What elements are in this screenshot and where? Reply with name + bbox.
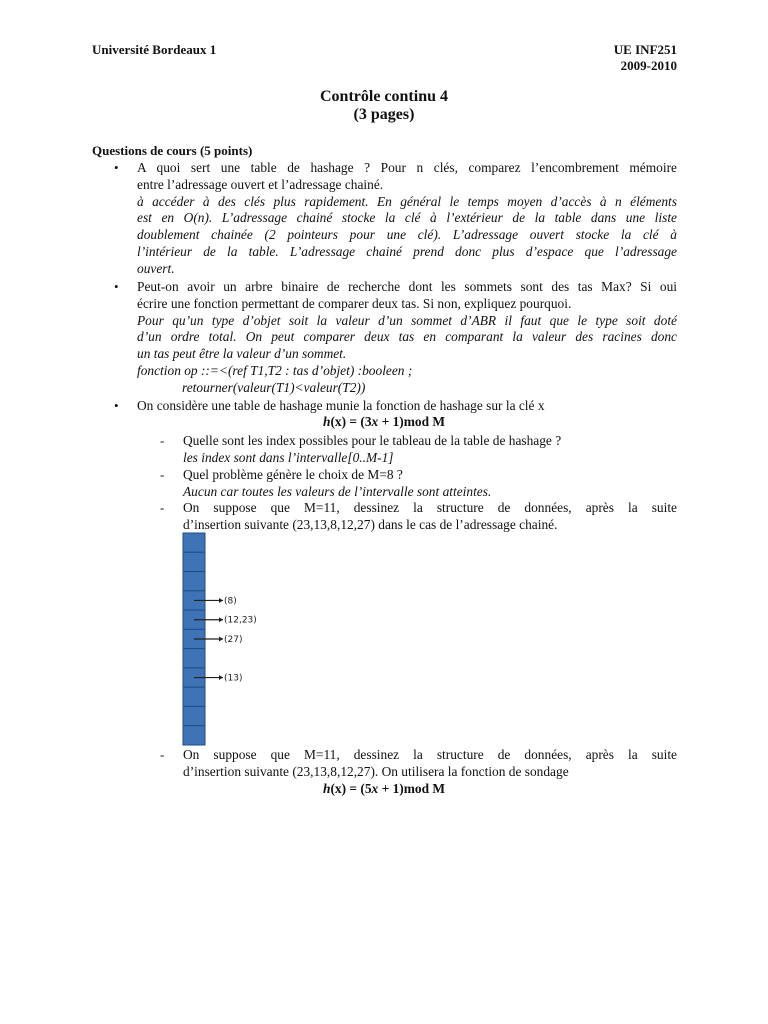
exam-subtitle: (3 pages) xyxy=(353,106,415,123)
hash-slot-2 xyxy=(183,572,205,591)
q2-question-line: Peut-on avoir un arbre binaire de recherche dont les sommets sont des tas Max? Si oui xyxy=(137,279,677,294)
formula2-h: h xyxy=(322,781,331,796)
q1-question-line: entre l’adressage ouvert et l’adressage chainé. xyxy=(137,176,384,192)
chain-arrowhead xyxy=(219,675,223,680)
chain-label: (13) xyxy=(224,673,243,684)
formula1-h: h xyxy=(322,414,331,429)
section-title: Questions de cours (5 points) xyxy=(92,143,253,158)
sub2-answer: Aucun car toutes les valeurs de l’intervalle sont atteintes. xyxy=(183,483,492,499)
chain-arrowhead xyxy=(219,598,223,603)
academic-year: 2009-2010 xyxy=(620,58,677,73)
university-name: Université Bordeaux 1 xyxy=(92,42,217,57)
sub-question-4 xyxy=(183,747,677,781)
q1-answer-line: l’intérieur de la table. L’adressage chainé prend donc plus d’espace que l’adressage xyxy=(137,243,677,259)
q1-answer-line: ouvert. xyxy=(137,260,175,276)
formula2-arg: (x) xyxy=(330,781,347,796)
sub1-answer: les index sont dans l’intervalle[0..M-1] xyxy=(183,449,394,465)
formula2-rest: + 1)mod M xyxy=(378,781,446,796)
chain-label: (27) xyxy=(224,635,243,645)
hash-formula-2 xyxy=(0,781,768,797)
dash-sub3: - xyxy=(160,500,165,515)
q1-answer-line: doublement chainée (2 pointeurs pour une clé). L’adressage ouvert stocke la clé à xyxy=(137,227,677,243)
chain-arrowhead xyxy=(219,637,223,642)
question-3-intro: On considère une table de hashage munie la fonction de hashage sur la clé x xyxy=(137,398,545,413)
hash-slot-1 xyxy=(183,552,205,571)
q2-answer-line: retourner(valeur(T1)<valeur(T2)) xyxy=(182,379,366,395)
sub1-question: Quelle sont les index possibles pour le tableau de la table de hashage ? xyxy=(183,433,562,448)
q1-answer-line: est en O(n). L’adressage chainé stocke la clé à l’extérieur de la table dans une liste xyxy=(137,210,677,226)
formula1-rest: + 1)mod M xyxy=(378,414,446,429)
formula1-arg: (x) xyxy=(330,414,347,429)
sub4-line: On suppose que M=11, dessinez la structure de données, après la suite xyxy=(183,747,677,762)
hash-slot-6 xyxy=(183,649,205,668)
bullet-q3: • xyxy=(114,398,119,413)
formula1-var: x xyxy=(371,414,379,429)
sub3-line: On suppose que M=11, dessinez la structure de données, après la suite xyxy=(183,500,677,515)
q2-answer-line: fonction op ::=<(ref T1,T2 : tas d’objet) :booleen ; xyxy=(137,362,413,378)
chain-arrowhead xyxy=(219,617,223,622)
sub4-line: d’insertion suivante (23,13,8,12,27). On utilisera la fonction de sondage xyxy=(183,763,569,779)
formula2-eq: = (5 xyxy=(346,781,372,796)
formula1-eq: = (3 xyxy=(346,414,372,429)
hash-slot-8 xyxy=(183,687,205,706)
dash-sub4: - xyxy=(160,747,165,762)
q2-answer-line: Pour qu’un type d’objet soit la valeur d’un sommet d’ABR il faut que le type soit doté xyxy=(137,312,677,328)
sub2-question: Quel problème génère le choix de M=8 ? xyxy=(183,467,403,482)
formula2-var: x xyxy=(371,781,379,796)
bullet-q2: • xyxy=(114,279,119,294)
q2-answer-line: d’un ordre total. On peut comparer deux tas en comparant la valeur des racines donc xyxy=(137,329,677,345)
hash-slot-10 xyxy=(183,726,205,745)
hash-slot-9 xyxy=(183,706,205,725)
course-code: UE INF251 xyxy=(613,42,677,57)
bullet-q1: • xyxy=(114,160,119,175)
q1-answer-line: à accéder à des clés plus rapidement. En général le temps moyen d’accès à n éléments xyxy=(137,193,677,209)
exam-title: Contrôle continu 4 xyxy=(320,88,448,105)
sub3-line: d’insertion suivante (23,13,8,12,27) dans le cas de l’adressage chainé. xyxy=(183,516,558,532)
hash-slot-0 xyxy=(183,533,205,552)
q2-question-line: écrire une fonction permettant de comparer deux tas. Si non, expliquez pourquoi. xyxy=(137,295,572,311)
chain-label: (12,23) xyxy=(224,615,257,626)
q2-answer-line: un tas peut être la valeur d’un sommet. xyxy=(137,346,347,362)
chain-label: (8) xyxy=(224,596,237,607)
q1-question-line: A quoi sert une table de hashage ? Pour n clés, comparez l’encombrement mémoire xyxy=(137,160,677,175)
dash-sub2: - xyxy=(160,467,165,482)
dash-sub1: - xyxy=(160,433,165,448)
